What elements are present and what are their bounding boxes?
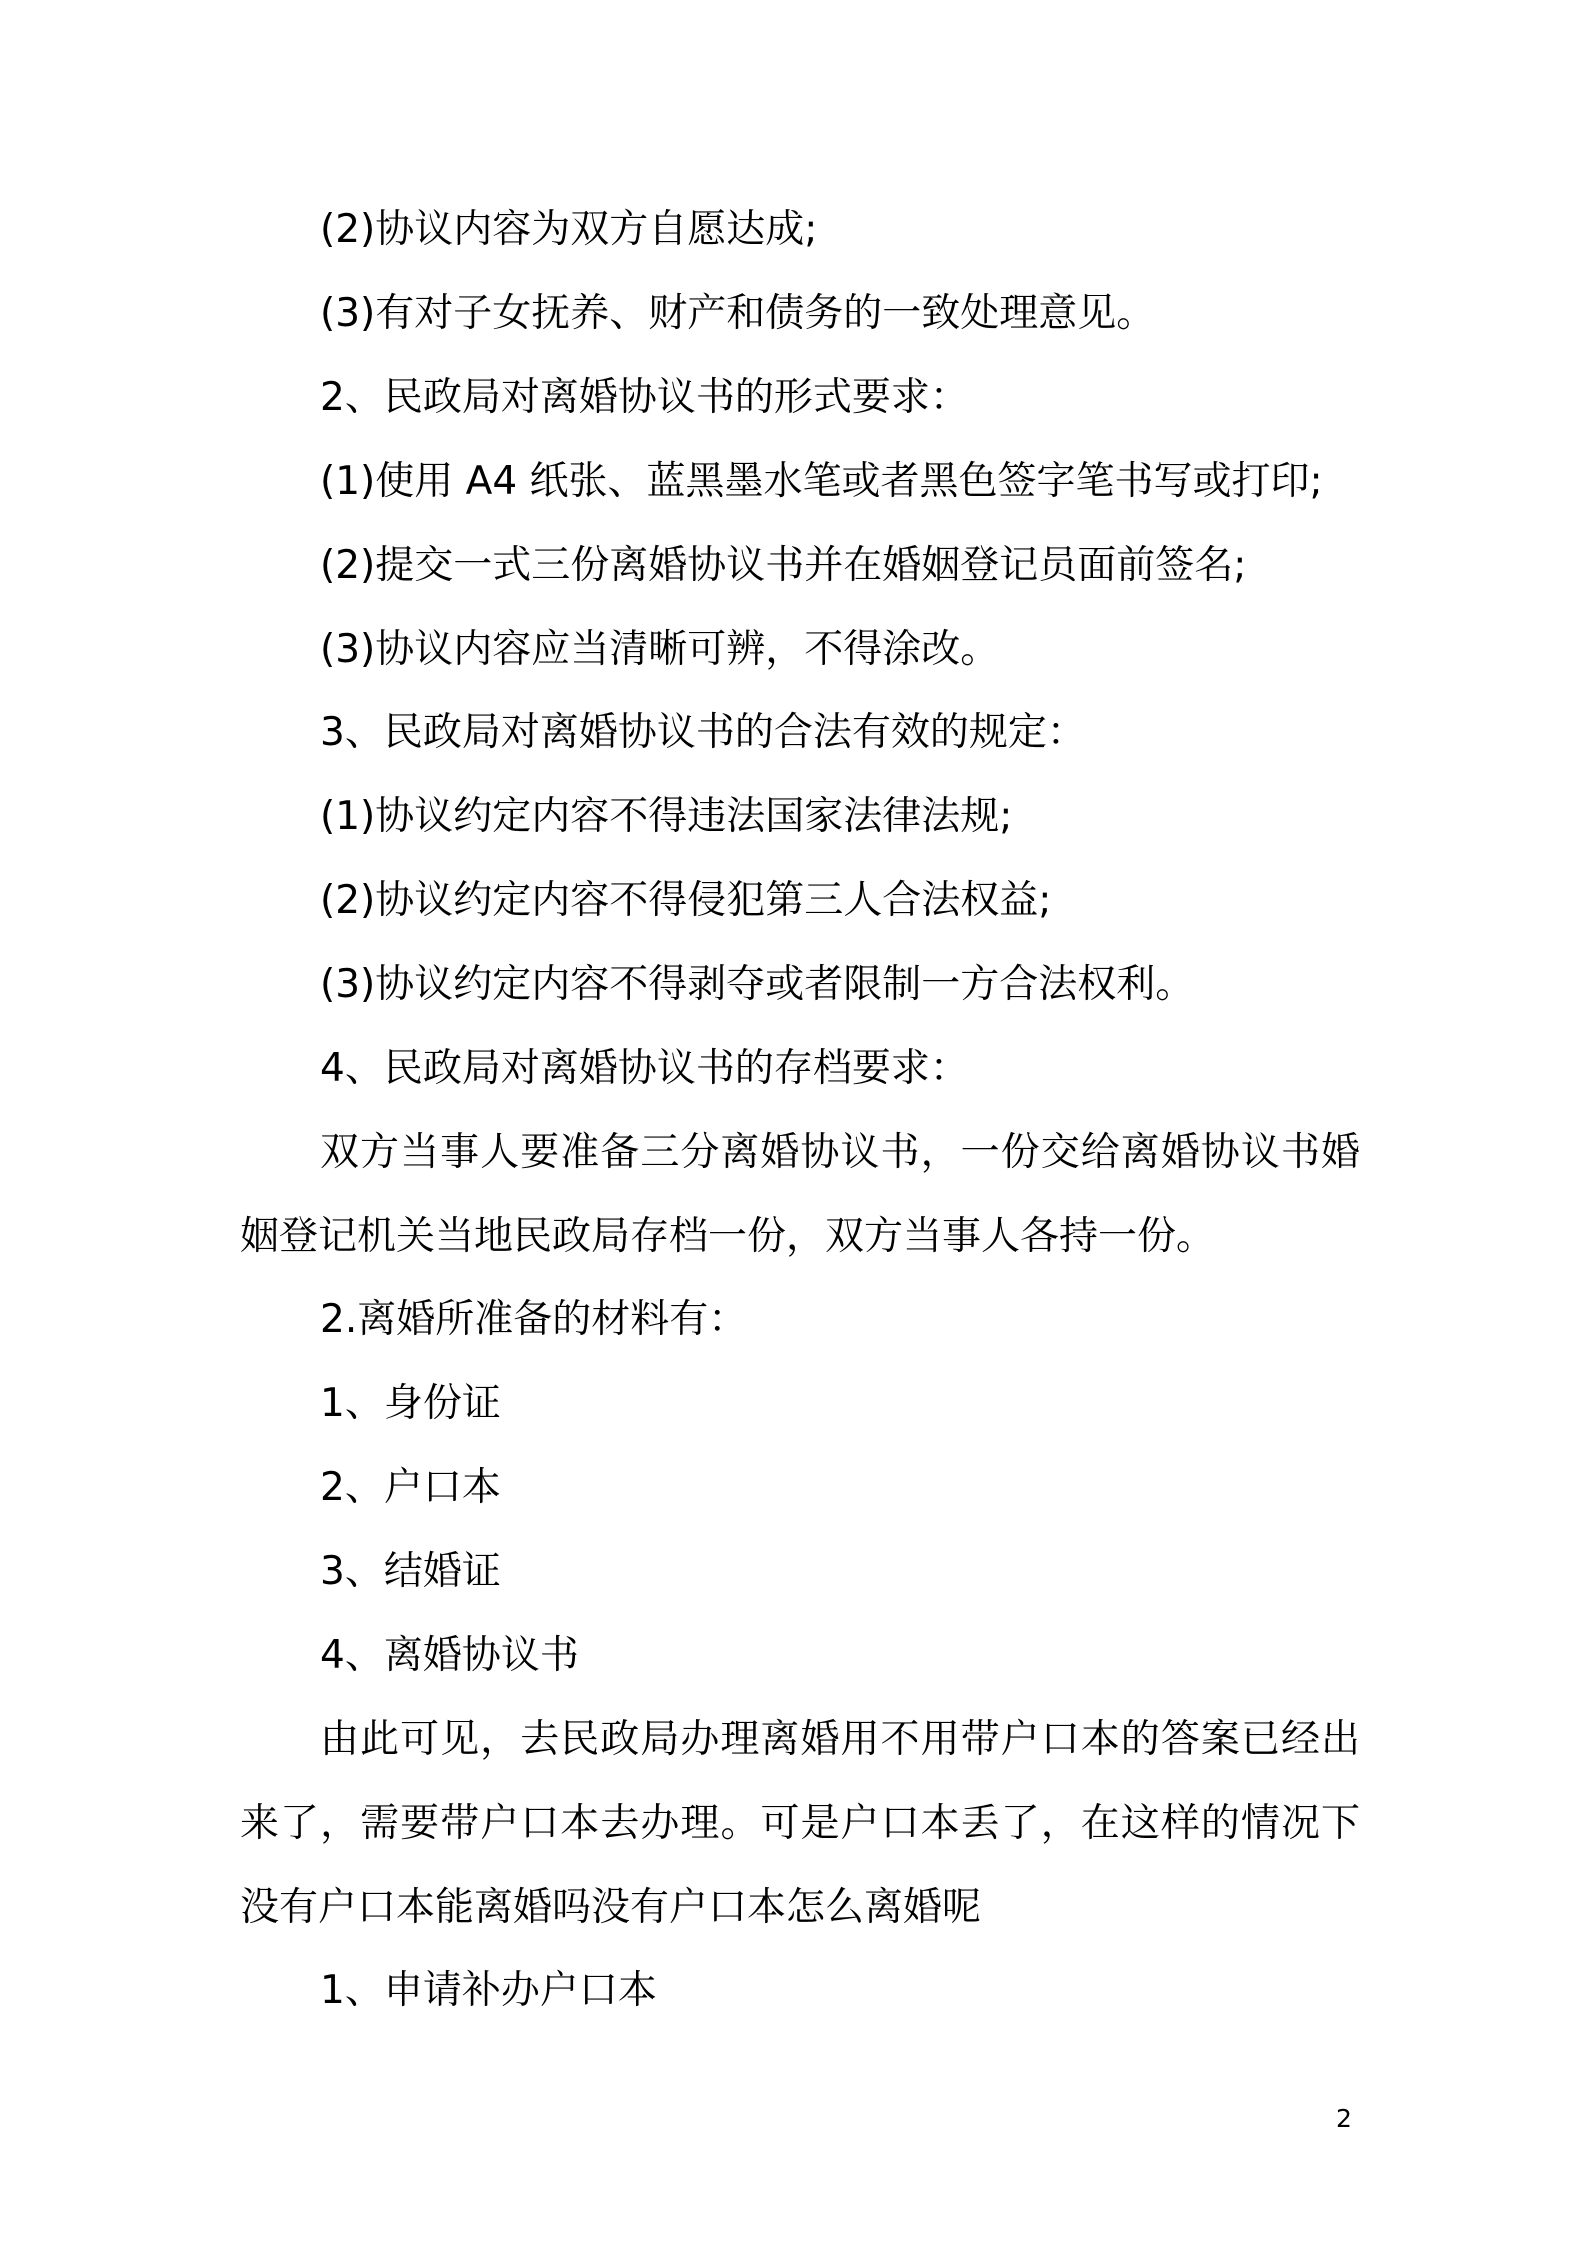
paragraph: 双方当事人要准备三分离婚协议书，一份交给离婚协议书婚姻登记机关当地民政局存档一份，双方当事人各持一份。 <box>240 1130 1360 1259</box>
list-item: 1、身份证 <box>320 1381 501 1426</box>
section-heading: 4、民政局对离婚协议书的存档要求： <box>320 1046 969 1091</box>
text-line: (2)协议内容为双方自愿达成; <box>320 207 818 252</box>
page-number: 2 <box>1336 2104 1352 2133</box>
list-item: 4、离婚协议书 <box>320 1633 579 1678</box>
section-heading: 3、民政局对离婚协议书的合法有效的规定： <box>320 710 1086 755</box>
text-line: (1)使用 A4 纸张、蓝黑墨水笔或者黑色签字笔书写或打印; <box>320 459 1323 504</box>
text-line: (3)协议内容应当清晰可辨，不得涂改。 <box>320 627 1000 672</box>
list-item: 1、申请补办户口本 <box>320 1968 657 2013</box>
list-item: 2、户口本 <box>320 1465 501 1510</box>
text-line: (2)协议约定内容不得侵犯第三人合法权益; <box>320 878 1052 923</box>
text-line: (2)提交一式三份离婚协议书并在婚姻登记员面前签名; <box>320 543 1247 588</box>
text-line: (3)协议约定内容不得剥夺或者限制一方合法权利。 <box>320 962 1195 1007</box>
materials-heading: 2.离婚所准备的材料有： <box>320 1297 748 1342</box>
list-item: 3、结婚证 <box>320 1549 501 1594</box>
paragraph: 由此可见，去民政局办理离婚用不用带户口本的答案已经出来了，需要带户口本去办理。可是户口本丢了，在这样的情况下没有户口本能离婚吗没有户口本怎么离婚呢 <box>240 1717 1360 1930</box>
text-line: (1)协议约定内容不得违法国家法律法规; <box>320 794 1013 839</box>
text-line: (3)有对子女抚养、财产和债务的一致处理意见。 <box>320 291 1156 336</box>
section-heading: 2、民政局对离婚协议书的形式要求： <box>320 375 969 420</box>
